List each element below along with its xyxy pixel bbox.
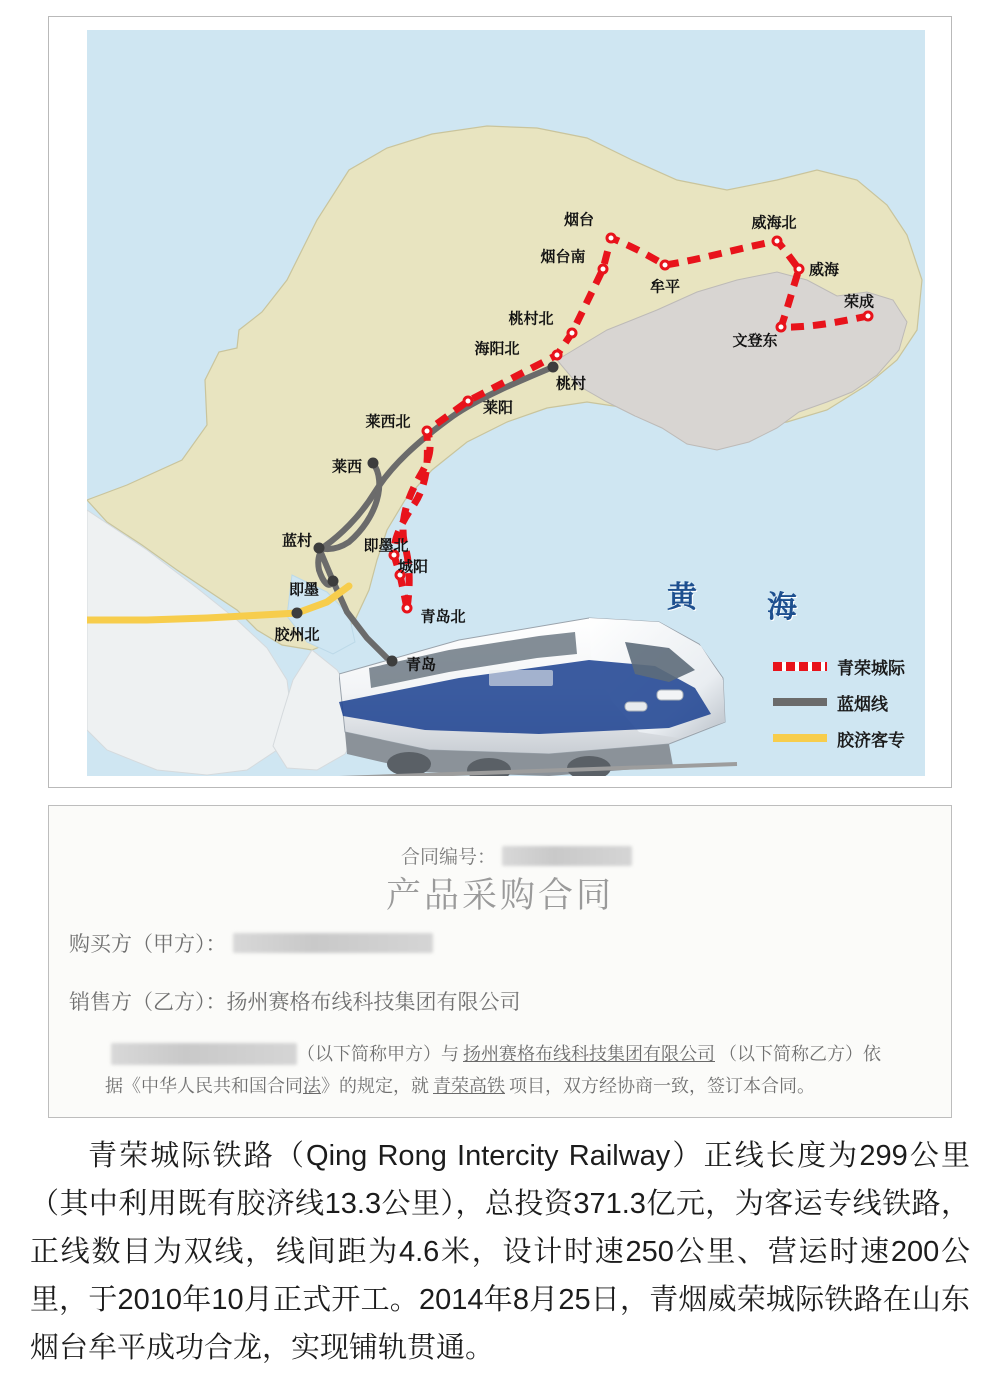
redacted-buyer-name bbox=[233, 933, 433, 953]
station-label-laixibei: 莱西北 bbox=[365, 414, 411, 431]
station-dot-taocun[interactable] bbox=[548, 362, 559, 373]
contract-body bbox=[105, 1038, 927, 1102]
contract-body-line2-a: 据《中华人民共和国合同 bbox=[105, 1076, 303, 1096]
station-label-wendengdong: 文登东 bbox=[732, 333, 778, 350]
contract-title: 产品采购合同 bbox=[385, 876, 614, 915]
station-label-taocunbei: 桃村北 bbox=[508, 311, 554, 328]
contract-seller-value: 扬州赛格布线科技集团有限公司 bbox=[226, 990, 521, 1014]
station-label-jimobei: 即墨北 bbox=[363, 538, 409, 555]
contract-seller-row bbox=[69, 986, 521, 1016]
redacted-contract-number bbox=[502, 846, 632, 866]
legend-swatch-lanyan-icon bbox=[773, 698, 827, 706]
station-dot-haiyangbei[interactable] bbox=[552, 350, 563, 361]
station-dot-qingdaobei[interactable] bbox=[402, 603, 413, 614]
station-dot-qingdao[interactable] bbox=[387, 656, 398, 667]
station-dot-taocunbei[interactable] bbox=[567, 328, 578, 339]
legend-swatch-jiaoji-icon bbox=[773, 734, 827, 742]
station-label-jimo: 即墨 bbox=[288, 582, 320, 599]
station-label-chengyang: 城阳 bbox=[397, 559, 429, 576]
contract-body-company: 扬州赛格布线科技集团有限公司 bbox=[463, 1044, 715, 1064]
contract-document-panel bbox=[48, 805, 952, 1118]
station-label-rongcheng: 荣成 bbox=[843, 294, 875, 311]
sea-label-huang: 黄 bbox=[667, 581, 699, 614]
sea-label-hai: 海 bbox=[767, 591, 799, 624]
legend-label-jiaoji: 胶济客专 bbox=[837, 730, 905, 750]
map-legend bbox=[773, 648, 923, 756]
station-dot-lancun[interactable] bbox=[314, 543, 325, 554]
contract-number-label: 合同编号： bbox=[401, 847, 497, 868]
station-dot-jiaozhoubei[interactable] bbox=[292, 608, 303, 619]
station-label-yantai: 烟台 bbox=[563, 212, 595, 229]
contract-body-line2-law: 法 bbox=[303, 1076, 321, 1096]
station-label-qingdao: 青岛 bbox=[405, 657, 437, 674]
station-label-weihaibei: 威海北 bbox=[751, 215, 797, 232]
contract-body-line-1 bbox=[105, 1038, 927, 1070]
station-dot-yantainan[interactable] bbox=[598, 264, 609, 275]
legend-row-lanyan bbox=[773, 684, 923, 720]
station-label-weihai: 威海 bbox=[808, 262, 840, 279]
contract-seller-label: 销售方（乙方）： bbox=[69, 990, 227, 1014]
legend-row-jiaoji bbox=[773, 720, 923, 756]
contract-body-project: 青荣高铁 bbox=[433, 1076, 505, 1096]
station-dot-rongcheng[interactable] bbox=[863, 311, 874, 322]
contract-body-line-2 bbox=[105, 1070, 927, 1102]
legend-label-qingrong: 青荣城际 bbox=[837, 658, 905, 678]
station-label-taocun: 桃村 bbox=[555, 376, 587, 393]
contract-body-line2-b: 》的规定，就 bbox=[321, 1076, 429, 1096]
contract-number-row bbox=[401, 842, 632, 869]
article-paragraph: 青荣城际铁路（Qing Rong Intercity Railway）正线长度为299公里（其中利用既有胶济线13.3公里），总投资371.3亿元，为客运专线铁路，正线数目为双线，线间距为4.6米，设计时速250公里、营运时速200公里，于2010年10月正式开工。2014年8月25日，青烟威荣城际铁路在山东烟台牟平成功合龙，实现铺轨贯通。 bbox=[30, 1140, 970, 1364]
legend-swatch-qingrong-icon bbox=[773, 662, 827, 671]
contract-body-part1: （以下简称甲方）与 bbox=[297, 1044, 459, 1064]
station-label-yantainan: 烟台南 bbox=[540, 249, 586, 266]
contract-body-line2-c: 项目，双方经协商一致，签订本合同。 bbox=[509, 1076, 815, 1096]
map-canvas bbox=[87, 30, 925, 776]
station-dot-weihai[interactable] bbox=[794, 264, 805, 275]
station-label-lancun: 蓝村 bbox=[281, 533, 313, 550]
station-label-laiyang: 莱阳 bbox=[482, 400, 514, 417]
contract-buyer-row bbox=[69, 928, 433, 958]
station-label-qingdaobei: 青岛北 bbox=[420, 609, 466, 626]
station-dot-laixi[interactable] bbox=[368, 458, 379, 469]
legend-label-lanyan: 蓝烟线 bbox=[837, 694, 888, 714]
map-panel bbox=[48, 16, 952, 788]
station-dot-jimo[interactable] bbox=[328, 576, 339, 587]
station-label-jiaozhoubei: 胶州北 bbox=[274, 627, 320, 644]
redacted-party-a bbox=[111, 1043, 297, 1065]
station-dot-yantai[interactable] bbox=[606, 233, 617, 244]
station-label-haiyangbei: 海阳北 bbox=[474, 341, 520, 358]
station-dot-mouping[interactable] bbox=[660, 260, 671, 271]
legend-row-qingrong bbox=[773, 648, 923, 684]
station-dot-laixibei[interactable] bbox=[422, 426, 433, 437]
contract-buyer-label: 购买方（甲方）： bbox=[69, 932, 227, 956]
station-dot-laiyang[interactable] bbox=[463, 396, 474, 407]
train-photo bbox=[339, 582, 739, 776]
contract-body-part2: （以下简称乙方）依 bbox=[719, 1044, 881, 1064]
station-dot-weihaibei[interactable] bbox=[772, 236, 783, 247]
station-label-laixi: 莱西 bbox=[331, 459, 363, 476]
station-label-mouping: 牟平 bbox=[649, 279, 681, 296]
